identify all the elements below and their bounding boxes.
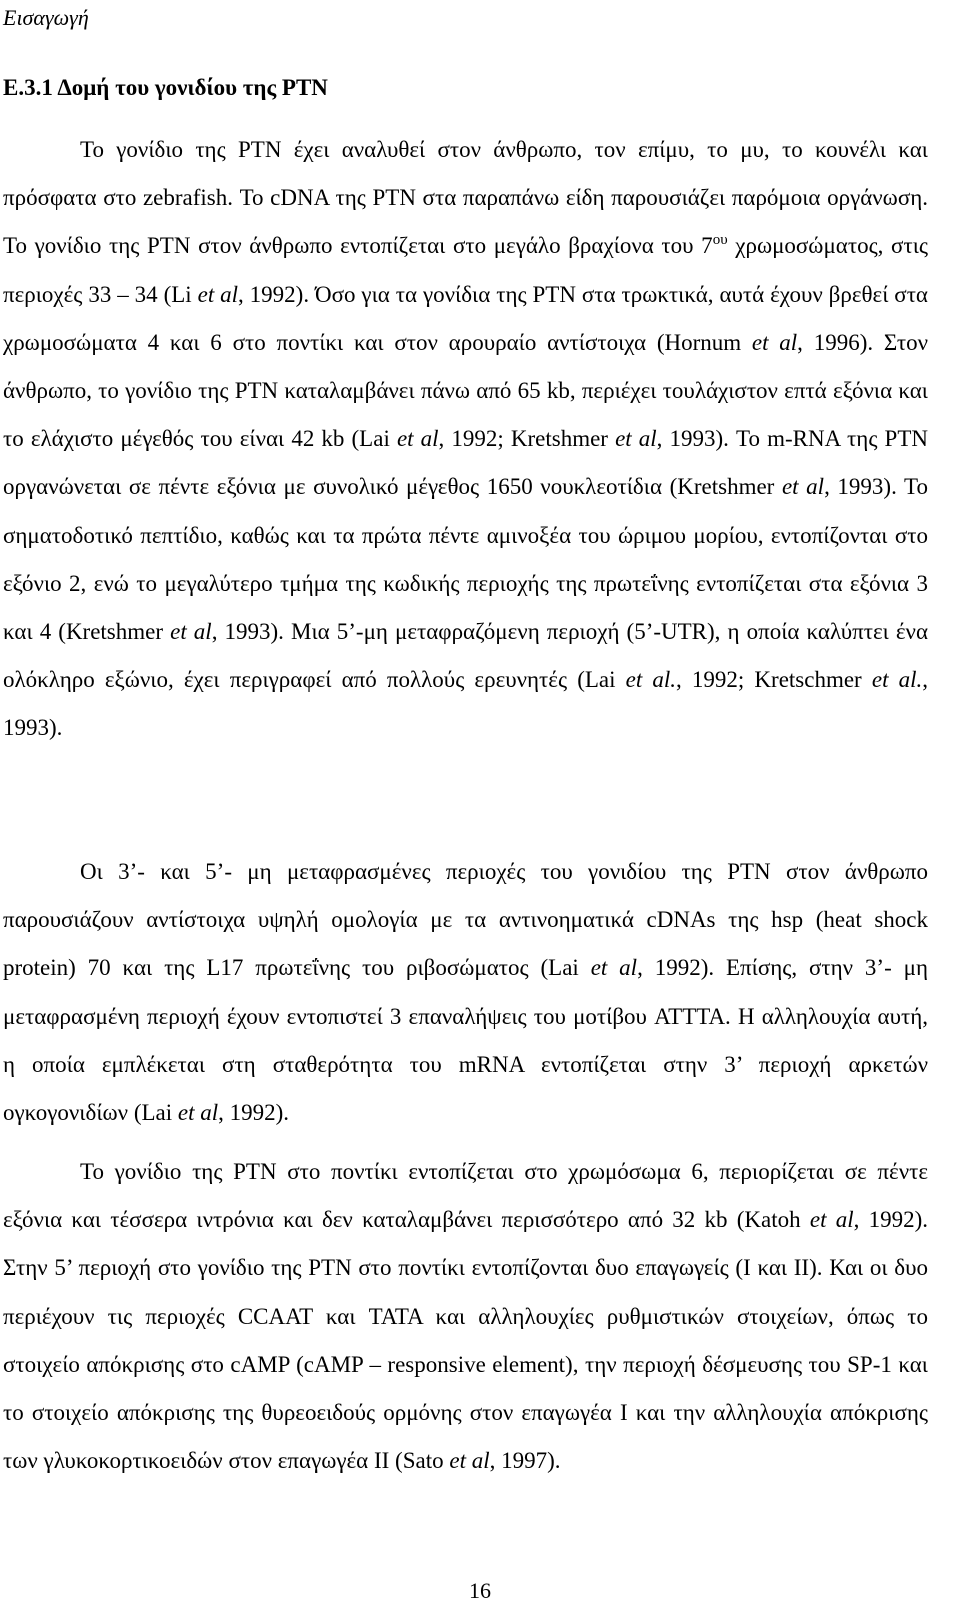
paragraph-text: , 1992). Επίσης, στην 3’- μη μεταφρασμένη περιοχή έχουν εντοπιστεί 3 επαναλήψεις του μοτίβου ATTTA. Η αλληλουχία αυτή, η οποία εμπλέκεται στη σταθερότητα του mRNA εντοπίζεται στην 3’ περιοχή αρκετών ογκογονιδίων (Lai <box>3 955 928 1126</box>
citation-italic: et al <box>781 474 825 500</box>
paragraph-text: , 1997). <box>489 1448 561 1474</box>
section-heading: Ε.3.1 Δομή του γονιδίου της PTN <box>3 75 328 100</box>
body-paragraph <box>3 1148 928 1485</box>
paragraph-text: χρωμοσώματος, στις περιοχές 33 – 34 (Li <box>3 233 928 307</box>
paragraph-text: , 1993). Το m-RNA της PTN οργανώνεται σε πέντε εξόνια με συνολικό μέγεθος 1650 νουκλεοτίδια (Kretshmer <box>3 426 928 500</box>
ordinal-superscript: ου <box>712 232 728 249</box>
citation-italic: et al <box>615 426 657 452</box>
body-paragraph <box>3 848 928 1137</box>
paragraph-text: Οι 3’- και 5’- μη μεταφρασμένες περιοχές του γονιδίου της PTN στον άνθρωπο παρουσιάζουν αντίστοιχα υψηλή ομολογία με τα αντινοηματικά cDNAs της hsp (heat shock protein) 70 και της L17 πρωτεΐνης του ριβοσώματος (Lai <box>3 859 928 981</box>
citation-italic: et al <box>396 426 439 452</box>
citation-italic: et al. <box>871 667 923 693</box>
paragraph-text: , 1992; Kretshmer <box>438 426 616 452</box>
citation-italic: et al <box>170 619 212 645</box>
paragraph-text: , 1992). <box>218 1100 290 1126</box>
running-header: Εισαγωγή <box>3 5 89 30</box>
body-paragraph <box>3 126 928 753</box>
paragraph-text: , 1992). Όσο για τα γονίδια της PTN στα τρωκτικά, αυτά έχουν βρεθεί στα χρωμοσώματα 4 και 6 στο ποντίκι και στον αρουραίο αντίστοιχα (Hornum <box>3 281 928 355</box>
paragraph-text: , 1993). Το σηματοδοτικό πεπτίδιο, καθώς και τα πρώτα πέντε αμινοξέα του ώριμου μορίου, εντοπίζονται στο εξόνιο 2, ενώ το μεγαλύτερο τμήμα της κωδικής περιοχής της πρωτεΐνης εντοπίζεται στα εξόνια 3 και 4 (Kretshmer <box>3 474 928 645</box>
paragraph-text: , 1992). Στην 5’ περιοχή στο γονίδιο της PTN στο ποντίκι εντοπίζονται δυο επαγωγείς (I και II). Και οι δυο περιέχουν τις περιοχές CCAAT και TATA και αλληλουχίες ρυθμιστικών στοιχείων, όπως το στοιχείο απόκρισης στο cAMP (cAMP – responsive element), την περιοχή δέσμευσης του SP-1 και το στοιχείο απόκρισης της θυρεοειδούς ορμόνης στον επαγωγέα I και την αλληλουχία απόκρισης των γλυκοκορτικοειδών στον επαγωγέα II (Sato <box>3 1207 929 1474</box>
page-number: 16 <box>469 1578 491 1603</box>
citation-italic: et al <box>809 1207 854 1233</box>
citation-italic: et al <box>590 955 638 981</box>
paragraph-text: , 1992; Kretschmer <box>676 667 872 693</box>
paragraph-text: Το γονίδιο της PTN στο ποντίκι εντοπίζεται στο χρωμόσωμα 6, περιορίζεται σε πέντε εξόνια και τέσσερα ιντρόνια και δεν καταλαμβάνει περισσότερο από 32 kb (Katoh <box>3 1159 928 1233</box>
citation-italic: et al <box>197 281 239 307</box>
citation-italic: et al <box>751 329 798 355</box>
citation-italic: et al <box>177 1100 219 1126</box>
citation-italic: et al <box>449 1448 490 1474</box>
paragraph-text: , 1993). <box>3 667 928 741</box>
paragraph-text: , 1996). Στον άνθρωπο, το γονίδιο της PTN καταλαμβάνει πάνω από 65 kb, περιέχει τουλάχιστον επτά εξόνια και το ελάχιστο μέγεθός του είναι 42 kb (Lai <box>3 329 928 452</box>
citation-italic: et al. <box>625 667 677 693</box>
paragraph-text: , 1993). Μια 5’-μη μεταφραζόμενη περιοχή (5’-UTR), η οποία καλύπτει ένα ολόκληρο εξώνιο, έχει περιγραφεί από πολλούς ερευνητές (Lai <box>3 619 928 693</box>
paragraph-text: Το γονίδιο της PTN έχει αναλυθεί στον άνθρωπο, τον επίμυ, το μυ, το κουνέλι και πρόσφατα στο zebrafish. Το cDNA της PTN στα παραπάνω είδη παρουσιάζει παρόμοια οργάνωση. Το γονίδιο της PTN στον άνθρωπο εντοπίζεται στο μεγάλο βραχίονα του 7 <box>3 137 928 259</box>
